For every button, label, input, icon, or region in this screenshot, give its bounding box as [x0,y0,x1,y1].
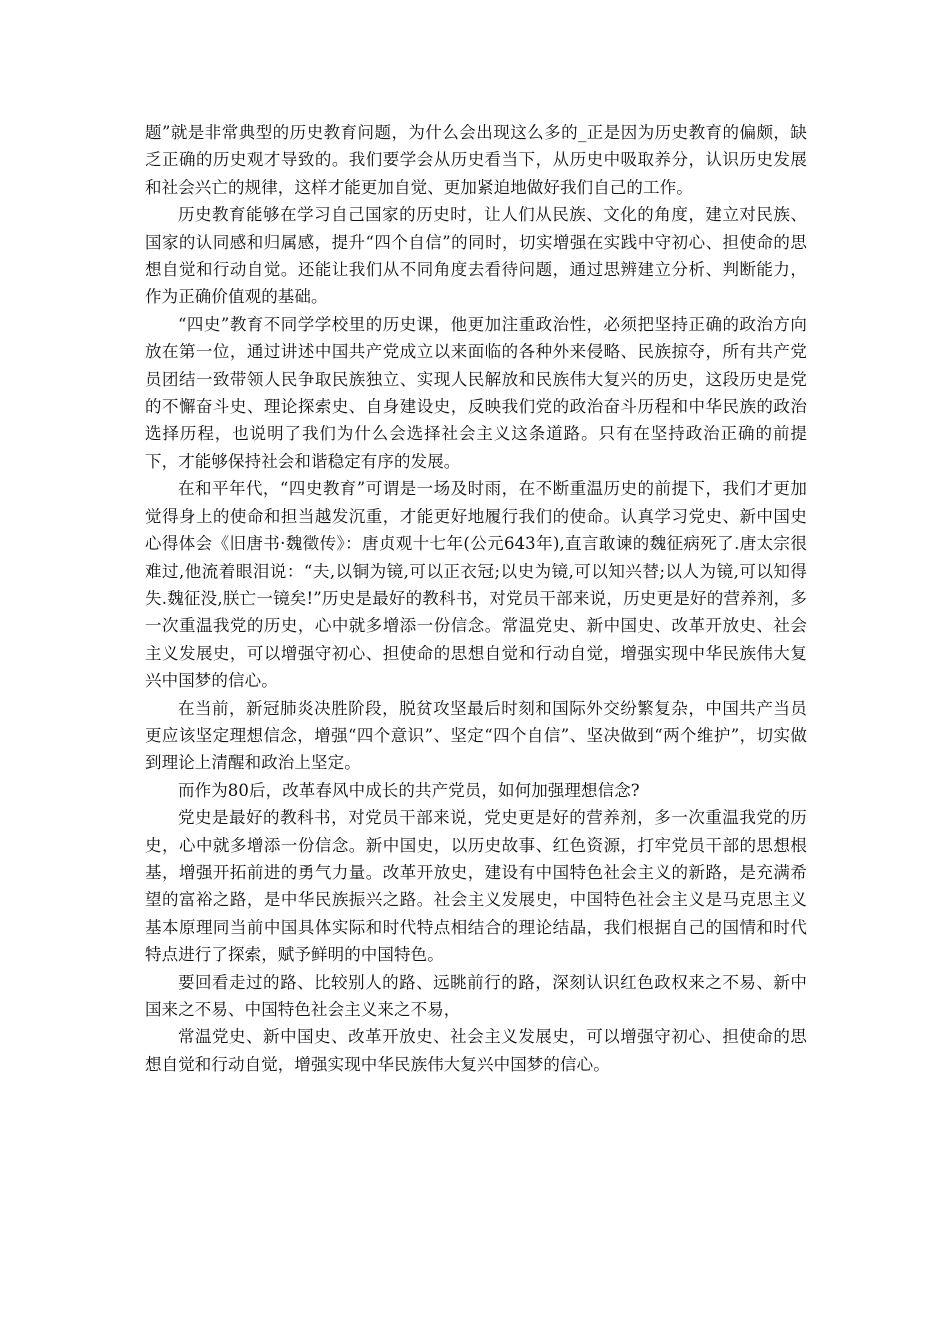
paragraph-4: 在和平年代，“四史教育”可谓是一场及时雨，在不断重温历史的前提下，我们才更加觉得身上的使命和担当越发沉重，才能更好地履行我们的使命。认真学习党史、新中国史心得体会《旧唐书·魏徵传》：唐贞观十七年(公元643年),直言敢谏的魏征病死了.唐太宗很难过,他流着眼泪说：“夫,以铜为镜,可以正衣冠;以史为镜,可以知兴替;以人为镜,可以知得失.魏征没,朕亡一镜矣!”历史是最好的教科书，对党员干部来说，历史更是好的营养剂，多一次重温我党的历史，心中就多增添一份信念。常温党史、新中国史、改革开放史、社会主义发展史，可以增强守初心、担使命的思想自觉和行动自觉，增强实现中华民族伟大复兴中国梦的信心。 [145,479,807,691]
paragraph-7: 党史是最好的教科书，对党员干部来说，党史更是好的营养剂，多一次重温我党的历史，心中就多增添一份信念。新中国史，以历史故事、红色资源，打牢党员干部的思想根基，增强开拓前进的勇气力量。改革开放史，建设有中国特色社会主义的新路，是充满希望的富裕之路，是中华民族振兴之路。社会主义发展史，中国特色社会主义是马克思主义基本原理同当前中国具体实际和时代特点相结合的理论结晶，我们根据自己的国情和时代特点进行了探索，赋予鲜明的中国特色。 [145,808,807,965]
paragraph-9: 常温党史、新中国史、改革开放史、社会主义发展史，可以增强守初心、担使命的思想自觉和行动自觉，增强实现中华民族伟大复兴中国梦的信心。 [145,1027,807,1074]
paragraph-6: 而作为80后，改革春风中成长的共产党员，如何加强理想信念? [178,780,640,800]
document-body [145,119,807,1078]
paragraph-3: “四史”教育不同学学校里的历史课，他更加注重政治性，必须把坚持正确的政治方向放在第一位，通过讲述中国共产党成立以来面临的各种外来侵略、民族掠夺，所有共产党员团结一致带领人民争取民族独立、实现人民解放和民族伟大复兴的历史，这段历史是党的不懈奋斗史、理论探索史、自身建设史，反映我们党的政治奋斗历程和中华民族的政治选择历程，也说明了我们为什么会选择社会主义这条道路。只有在坚持政治正确的前提下，才能够保持社会和谐稳定有序的发展。 [145,314,807,471]
paragraph-2: 历史教育能够在学习自己国家的历史时，让人们从民族、文化的角度，建立对民族、国家的认同感和归属感，提升“四个自信”的同时，切实增强在实践中守初心、担使命的思想自觉和行动自觉。还能让我们从不同角度去看待问题，通过思辨建立分析、判断能力，作为正确价值观的基础。 [145,205,807,307]
paragraph-5: 在当前，新冠肺炎决胜阶段，脱贫攻坚最后时刻和国际外交纷繁复杂，中国共产当员更应该坚定理想信念，增强“四个意识”、坚定“四个自信”、坚决做到“两个维护”，切实做到理论上清醒和政治上坚定。 [145,698,807,773]
paragraph-1: 题”就是非常典型的历史教育问题，为什么会出现这么多的_正是因为历史教育的偏颇，缺乏正确的历史观才导致的。我们要学会从历史看当下，从历史中吸取养分，认识历史发展和社会兴亡的规律，这样才能更加自觉、更加紧迫地做好我们自己的工作。 [145,123,807,197]
paragraph-8: 要回看走过的路、比较别人的路、远眺前行的路，深刻认识红色政权来之不易、新中国来之不易、中国特色社会主义来之不易， [145,972,807,1019]
